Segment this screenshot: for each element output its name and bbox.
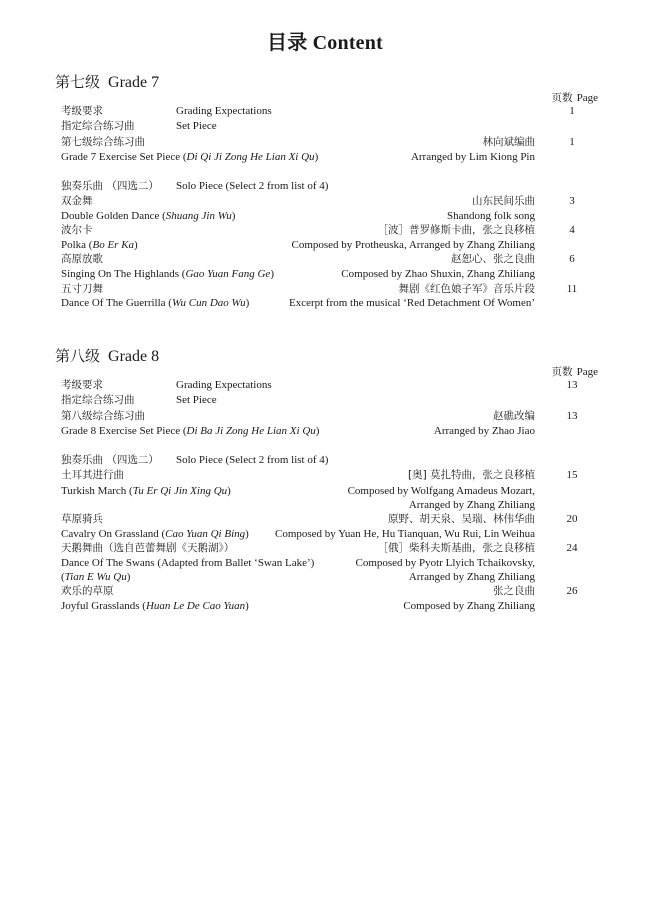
toc-entry-piece[interactable] xyxy=(61,252,601,267)
toc-entry-set-piece[interactable] xyxy=(61,409,601,424)
grade-heading-zh: 第八级 xyxy=(55,347,101,365)
entry-credit-en-cont: Arranged by Zhang Zhiliang xyxy=(408,499,535,511)
entry-credit-en: Composed by Zhao Shuxin, Zhang Zhiliang xyxy=(341,268,535,280)
toc-entry-piece[interactable] xyxy=(61,541,601,556)
entry-credit-en: Composed by Pyotr Llyich Tchaikovsky, xyxy=(355,557,535,569)
entry-title-en: Dance Of The Guerrilla (Wu Cun Dao Wu) xyxy=(61,297,250,309)
page-number: 24 xyxy=(566,542,578,554)
entry-title-zh: 土耳其进行曲 xyxy=(61,469,124,481)
page-number: 11 xyxy=(566,283,578,295)
entry-credit-en: Composed by Zhang Zhiliang xyxy=(403,600,535,612)
toc-entry-piece[interactable] xyxy=(61,584,601,599)
page-number: 1 xyxy=(569,136,575,148)
entry-title-zh: 第七级综合练习曲 xyxy=(61,136,145,148)
label-en: Set Piece xyxy=(176,120,217,132)
entry-title-zh: 草原骑兵 xyxy=(61,513,103,525)
entry-title-en: Grade 8 Exercise Set Piece (Di Ba Ji Zong He Lian Xi Qu) xyxy=(61,425,320,437)
page-number: 3 xyxy=(569,195,575,207)
entry-title-en-cont: (Tian E Wu Qu) xyxy=(61,571,131,583)
entry-title-en: Singing On The Highlands (Gao Yuan Fang Ge) xyxy=(61,268,274,280)
page-number: 6 xyxy=(569,253,575,265)
toc-entry-piece[interactable] xyxy=(61,512,601,527)
toc-entry-piece-en xyxy=(61,209,601,224)
label-en: Solo Piece (Select 2 from list of 4) xyxy=(176,454,329,466)
entry-title-zh: 第八级综合练习曲 xyxy=(61,410,145,422)
toc-entry-expectations[interactable] xyxy=(61,378,601,393)
page-number: 20 xyxy=(566,513,578,525)
page-column-header xyxy=(552,364,598,379)
entry-title-zh: 五寸刀舞 xyxy=(61,283,103,295)
entry-title-en: Turkish March (Tu Er Qi Jin Xing Qu) xyxy=(61,485,231,497)
toc-entry-piece-en xyxy=(61,556,601,571)
toc-entry-piece-en-cont xyxy=(61,570,601,585)
page-header-en: Page xyxy=(576,92,598,104)
entry-title-zh: 考级要求 xyxy=(61,379,103,391)
entry-credit-zh: 原野、胡天泉、吴瑞、林伟华曲 xyxy=(388,513,535,525)
page-number: 15 xyxy=(566,469,578,481)
toc-entry-piece-en xyxy=(61,484,601,499)
entry-title-zh: 欢乐的草原 xyxy=(61,585,114,597)
entry-title-en: Polka (Bo Er Ka) xyxy=(61,239,138,251)
grade-heading-en: Grade 8 xyxy=(108,348,160,365)
toc-entry-piece-en xyxy=(61,599,601,614)
entry-title-zh: 考级要求 xyxy=(61,105,103,117)
entry-credit-en: Arranged by Lim Kiong Pin xyxy=(410,151,535,163)
entry-title-en: Cavalry On Grassland (Cao Yuan Qi Bing) xyxy=(61,528,249,540)
grade-heading-en: Grade 7 xyxy=(108,74,160,91)
section-label-solo xyxy=(61,179,601,194)
page-header-en: Page xyxy=(576,366,598,378)
entry-credit-zh: 舞剧《红色娘子军》音乐片段 xyxy=(398,283,535,295)
page-title: 目录 Content xyxy=(267,32,383,54)
label-en: Set Piece xyxy=(176,394,217,406)
entry-title-en: Double Golden Dance (Shuang Jin Wu) xyxy=(61,210,236,222)
entry-credit-zh: ［俄］柴科夫斯基曲，张之良移植 xyxy=(377,542,535,554)
toc-entry-expectations[interactable] xyxy=(61,104,601,119)
toc-entry-piece-en xyxy=(61,267,601,282)
entry-title-en: Grading Expectations xyxy=(176,379,272,391)
toc-entry-set-piece-en xyxy=(61,424,601,439)
grade-7-heading xyxy=(55,71,159,92)
entry-credit-en: Composed by Wolfgang Amadeus Mozart, xyxy=(347,485,535,497)
toc-entry-set-piece-en xyxy=(61,150,601,165)
entry-credit-en: Shandong folk song xyxy=(447,210,535,222)
entry-title-en: Grading Expectations xyxy=(176,105,272,117)
page-number: 13 xyxy=(566,410,578,422)
entry-credit-zh: 赵恕心、张之良曲 xyxy=(451,253,535,265)
entry-credit-en-cont: Arranged by Zhang Zhiliang xyxy=(408,571,535,583)
entry-credit-zh: ［波］普罗修斯卡曲，张之良移植 xyxy=(377,224,535,236)
toc-entry-piece[interactable] xyxy=(61,282,601,297)
label-en: Solo Piece (Select 2 from list of 4) xyxy=(176,180,329,192)
section-label-set-piece xyxy=(61,119,601,134)
page-number: 4 xyxy=(569,224,575,236)
toc-entry-piece[interactable] xyxy=(61,223,601,238)
entry-credit-zh: 赵礁改编 xyxy=(493,410,535,422)
entry-credit-zh: [奥] 莫扎特曲，张之良移植 xyxy=(407,469,535,481)
entry-credit-zh: 山东民间乐曲 xyxy=(472,195,535,207)
page-header-zh: 页数 xyxy=(551,366,573,378)
entry-title-en: Dance Of The Swans (Adapted from Ballet ‘Swan Lake’) xyxy=(61,557,315,569)
page-number: 26 xyxy=(566,585,578,597)
page-header-zh: 页数 xyxy=(551,92,573,104)
page-number: 1 xyxy=(569,105,575,117)
entry-credit-zh: 张之良曲 xyxy=(493,585,535,597)
label-zh: 独奏乐曲 （四选二） xyxy=(61,454,159,466)
toc-entry-piece[interactable] xyxy=(61,194,601,209)
entry-title-zh: 天鹅舞曲（选自芭蕾舞剧《天鹅湖》） xyxy=(61,542,235,554)
entry-title-en: Joyful Grasslands (Huan Le De Cao Yuan) xyxy=(61,600,249,612)
label-zh: 指定综合练习曲 xyxy=(61,394,135,406)
grade-8-heading xyxy=(55,345,159,366)
section-label-solo xyxy=(61,453,601,468)
toc-entry-piece-en xyxy=(61,296,601,311)
toc-entry-set-piece[interactable] xyxy=(61,135,601,150)
entry-credit-zh: 林向斌编曲 xyxy=(482,136,535,148)
entry-credit-en: Composed by Protheuska, Arranged by Zhang Zhiliang xyxy=(291,239,535,251)
page-column-header xyxy=(552,90,598,105)
entry-title-zh: 双金舞 xyxy=(61,195,93,207)
entry-title-en: Grade 7 Exercise Set Piece (Di Qi Ji Zong He Lian Xi Qu) xyxy=(61,151,319,163)
entry-credit-en: Excerpt from the musical ‘Red Detachment Of Women’ xyxy=(288,297,535,309)
entry-title-zh: 高原放歌 xyxy=(61,253,103,265)
label-zh: 指定综合练习曲 xyxy=(61,120,135,132)
entry-title-zh: 波尔卡 xyxy=(61,224,93,236)
section-label-set-piece xyxy=(61,393,601,408)
toc-entry-piece-en xyxy=(61,238,601,253)
toc-entry-piece-en xyxy=(61,527,601,542)
toc-entry-piece-en-cont xyxy=(61,498,601,513)
toc-entry-piece[interactable] xyxy=(61,468,601,483)
entry-credit-en: Composed by Yuan He, Hu Tianquan, Wu Rui, Lin Weihua xyxy=(274,528,535,540)
label-zh: 独奏乐曲 （四选二） xyxy=(61,180,159,192)
entry-credit-en: Arranged by Zhao Jiao xyxy=(433,425,535,437)
page-number: 13 xyxy=(566,379,578,391)
grade-heading-zh: 第七级 xyxy=(55,73,101,91)
